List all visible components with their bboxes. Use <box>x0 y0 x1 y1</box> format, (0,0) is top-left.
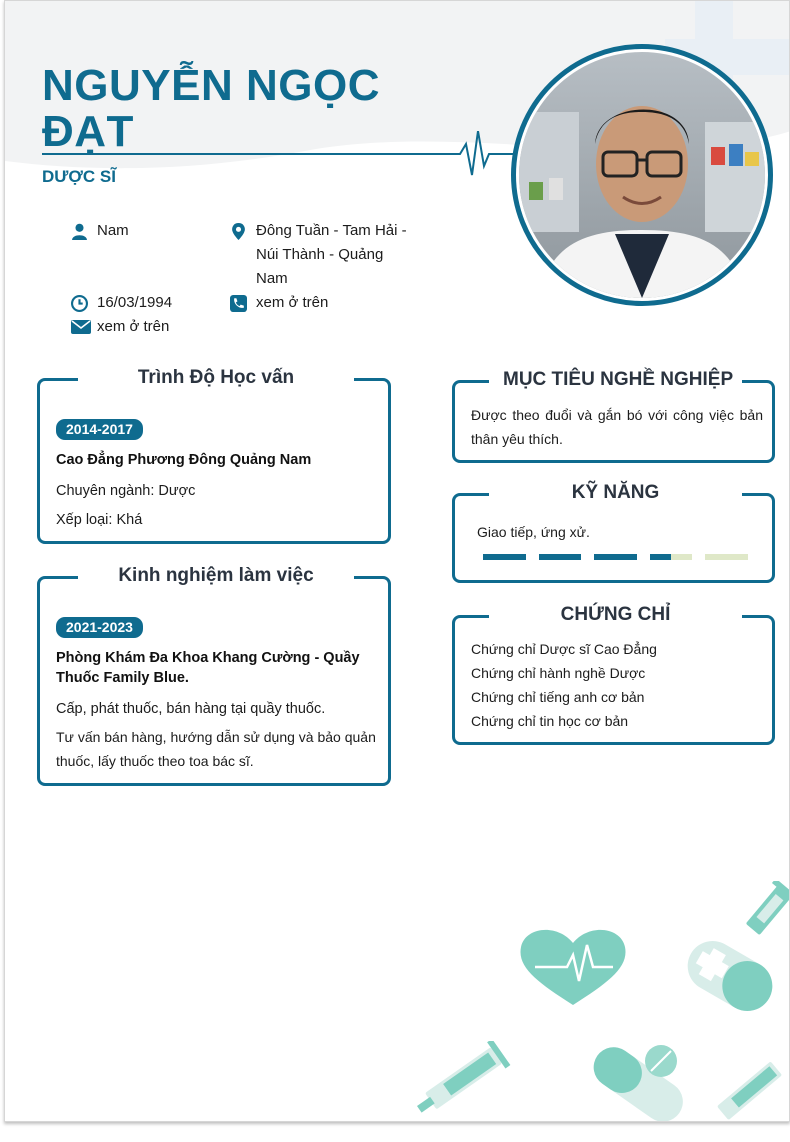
address-row <box>230 219 420 291</box>
job-title: DƯỢC SĨ <box>42 167 116 186</box>
resume-page <box>4 0 790 1122</box>
certificate-item: Chứng chỉ Dược sĩ Cao Đẳng <box>471 641 657 657</box>
birthday-row <box>71 291 221 315</box>
experience-desc-2: Tư vấn bán hàng, hướng dẫn sử dụng và bảo quản thuốc, lấy thuốc theo toa bác sĩ. <box>56 729 376 769</box>
pill-icon <box>585 1041 695 1122</box>
full-name: NGUYỄN NGỌC ĐẠT <box>42 61 380 156</box>
skills-title: KỸ NĂNG <box>489 482 742 504</box>
education-rank: Xếp loại: Khá <box>56 512 143 528</box>
certificate-item: Chứng chỉ tin học cơ bản <box>471 713 629 729</box>
phone-value: xem ở trên <box>256 294 329 311</box>
skill-segment-fill <box>539 554 582 560</box>
education-major: Chuyên ngành: Dược <box>56 483 196 499</box>
skills-section <box>452 482 775 583</box>
skill-name: Giao tiếp, ứng xử. <box>477 524 590 540</box>
syringe-icon <box>405 1041 515 1122</box>
clock-icon <box>71 295 88 312</box>
skill-segment <box>705 554 748 560</box>
certificate-item: Chứng chỉ tiếng anh cơ bản <box>471 689 645 705</box>
education-title: Trình Độ Học vấn <box>78 367 354 389</box>
syringe-icon <box>745 881 790 941</box>
avatar-frame <box>511 44 773 306</box>
gender-row <box>71 219 221 243</box>
address-value: Đông Tuần - Tam Hải - Núi Thành - Quảng Nam <box>256 222 407 287</box>
envelope-icon <box>71 319 91 335</box>
experience-section <box>37 565 391 786</box>
certificates-title: CHỨNG CHỈ <box>489 604 742 626</box>
birthday-value: 16/03/1994 <box>97 294 173 311</box>
objective-section <box>452 369 775 463</box>
syringe-icon <box>705 1061 790 1122</box>
education-period-badge: 2014-2017 <box>56 419 143 440</box>
location-pin-icon <box>230 223 247 240</box>
avatar-photo <box>519 52 765 298</box>
experience-title: Kinh nghiệm làm việc <box>78 565 354 587</box>
objective-text: Được theo đuổi và gắn bó với công việc bản thân yêu thích. <box>471 407 763 447</box>
certificates-section <box>452 604 775 745</box>
skill-segment-fill <box>483 554 526 560</box>
experience-company: Phòng Khám Đa Khoa Khang Cường - Quầy Thuốc Family Blue. <box>56 650 360 686</box>
experience-period-badge: 2021-2023 <box>56 617 143 638</box>
phone-icon <box>230 295 247 312</box>
phone-row <box>230 291 420 315</box>
gender-value: Nam <box>97 222 129 239</box>
person-icon <box>71 223 88 240</box>
skill-segment-fill <box>594 554 637 560</box>
education-school: Cao Đẳng Phương Đông Quảng Nam <box>56 452 312 468</box>
experience-desc-1: Cấp, phát thuốc, bán hàng tại quầy thuốc. <box>56 701 326 717</box>
email-value: xem ở trên <box>97 318 170 335</box>
objective-title: MỤC TIÊU NGHỀ NGHIỆP <box>489 369 742 391</box>
email-row <box>71 315 231 339</box>
avatar <box>519 52 765 298</box>
education-section <box>37 367 391 544</box>
skill-segment-fill <box>650 554 671 560</box>
medical-cross-icon <box>680 936 780 1016</box>
heart-pulse-icon <box>517 927 629 1005</box>
skill-level-bar <box>483 554 748 560</box>
certificate-item: Chứng chỉ hành nghề Dược <box>471 665 646 681</box>
